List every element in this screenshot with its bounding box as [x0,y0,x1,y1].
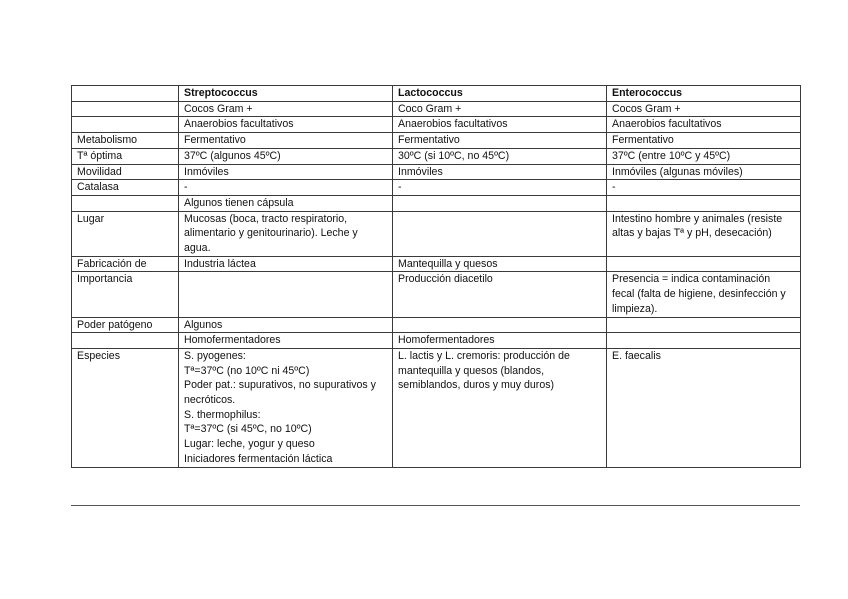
especies-enterococcus-cell: E. faecalis [607,348,801,467]
especies-line: Lugar: leche, yogur y queso [184,438,315,451]
header-cell-streptococcus: Streptococcus [179,86,393,102]
table-row [72,333,801,349]
table-cell: Homofermentadores [393,333,607,349]
table-row [72,272,801,317]
header-cell-lactococcus: Lactococcus [393,86,607,102]
table-cell [393,195,607,211]
table-row [72,211,801,256]
especies-streptococcus-cell [179,348,393,467]
row-label [72,195,179,211]
especies-line: Tª=37ºC (si 45ºC, no 10ºC) [184,423,312,436]
table-row [72,117,801,133]
header-cell-enterococcus: Enterococcus [607,86,801,102]
table-cell: Algunos [179,317,393,333]
row-label: Movilidad [72,164,179,180]
table-row [72,180,801,196]
table-cell: Presencia = indica contaminación fecal (falta de higiene, desinfección y limpieza). [607,272,801,317]
table-cell: 37ºC (entre 10ºC y 45ºC) [607,148,801,164]
table-cell: - [179,180,393,196]
table-cell [607,256,801,272]
table-row [72,133,801,149]
table-cell: Anaerobios facultativos [179,117,393,133]
table-row [72,195,801,211]
table-row [72,256,801,272]
row-label [72,101,179,117]
table-cell: Homofermentadores [179,333,393,349]
table-cell: Intestino hombre y animales (resiste altas y bajas Tª y pH, desecación) [607,211,801,256]
table-cell [393,317,607,333]
table-cell: 37ºC (algunos 45ºC) [179,148,393,164]
table-cell: 30ºC (si 10ºC, no 45ºC) [393,148,607,164]
especies-line: S. thermophilus: [184,408,261,421]
row-label [72,117,179,133]
comparison-table [71,85,801,468]
especies-line: Iniciadores fermentación láctica [184,452,333,465]
row-label: Poder patógeno [72,317,179,333]
table-cell: Inmóviles [179,164,393,180]
row-label: Tª óptima [72,148,179,164]
table-cell: Cocos Gram + [179,101,393,117]
table-cell: - [607,180,801,196]
especies-line: Tª=37ºC (no 10ºC ni 45ºC) [184,364,310,377]
table-cell: - [393,180,607,196]
table-row [72,317,801,333]
especies-line: Poder pat.: supurativos, no supurativos y necróticos. [184,379,376,407]
row-label: Fabricación de [72,256,179,272]
table-cell [179,272,393,317]
table-row [72,101,801,117]
table-row-especies [72,348,801,467]
table-cell [607,317,801,333]
table-cell: Producción diacetilo [393,272,607,317]
table-cell [607,195,801,211]
table-cell: Fermentativo [607,133,801,149]
table-cell: Anaerobios facultativos [607,117,801,133]
row-label-especies: Especies [72,348,179,467]
table-cell [393,211,607,256]
row-label: Lugar [72,211,179,256]
row-label: Catalasa [72,180,179,196]
table-cell: Inmóviles [393,164,607,180]
table-cell: Fermentativo [393,133,607,149]
table-cell: Mantequilla y quesos [393,256,607,272]
row-label: Importancia [72,272,179,317]
header-cell-empty [72,86,179,102]
row-label: Metabolismo [72,133,179,149]
table-cell: Coco Gram + [393,101,607,117]
row-label [72,333,179,349]
table-cell: Mucosas (boca, tracto respiratorio, alimentario y genitourinario). Leche y agua. [179,211,393,256]
table-cell [607,333,801,349]
table-cell: Industria láctea [179,256,393,272]
table-row [72,164,801,180]
table-cell: Fermentativo [179,133,393,149]
table-row [72,148,801,164]
table-cell: Cocos Gram + [607,101,801,117]
table-cell: Algunos tienen cápsula [179,195,393,211]
footer-divider [71,505,800,506]
table-header-row [72,86,801,102]
especies-lactococcus-cell: L. lactis y L. cremoris: producción de mantequilla y quesos (blandos, semiblandos, duros y muy duros) [393,348,607,467]
table-cell: Anaerobios facultativos [393,117,607,133]
especies-line: S. pyogenes: [184,349,246,362]
table-cell: Inmóviles (algunas móviles) [607,164,801,180]
